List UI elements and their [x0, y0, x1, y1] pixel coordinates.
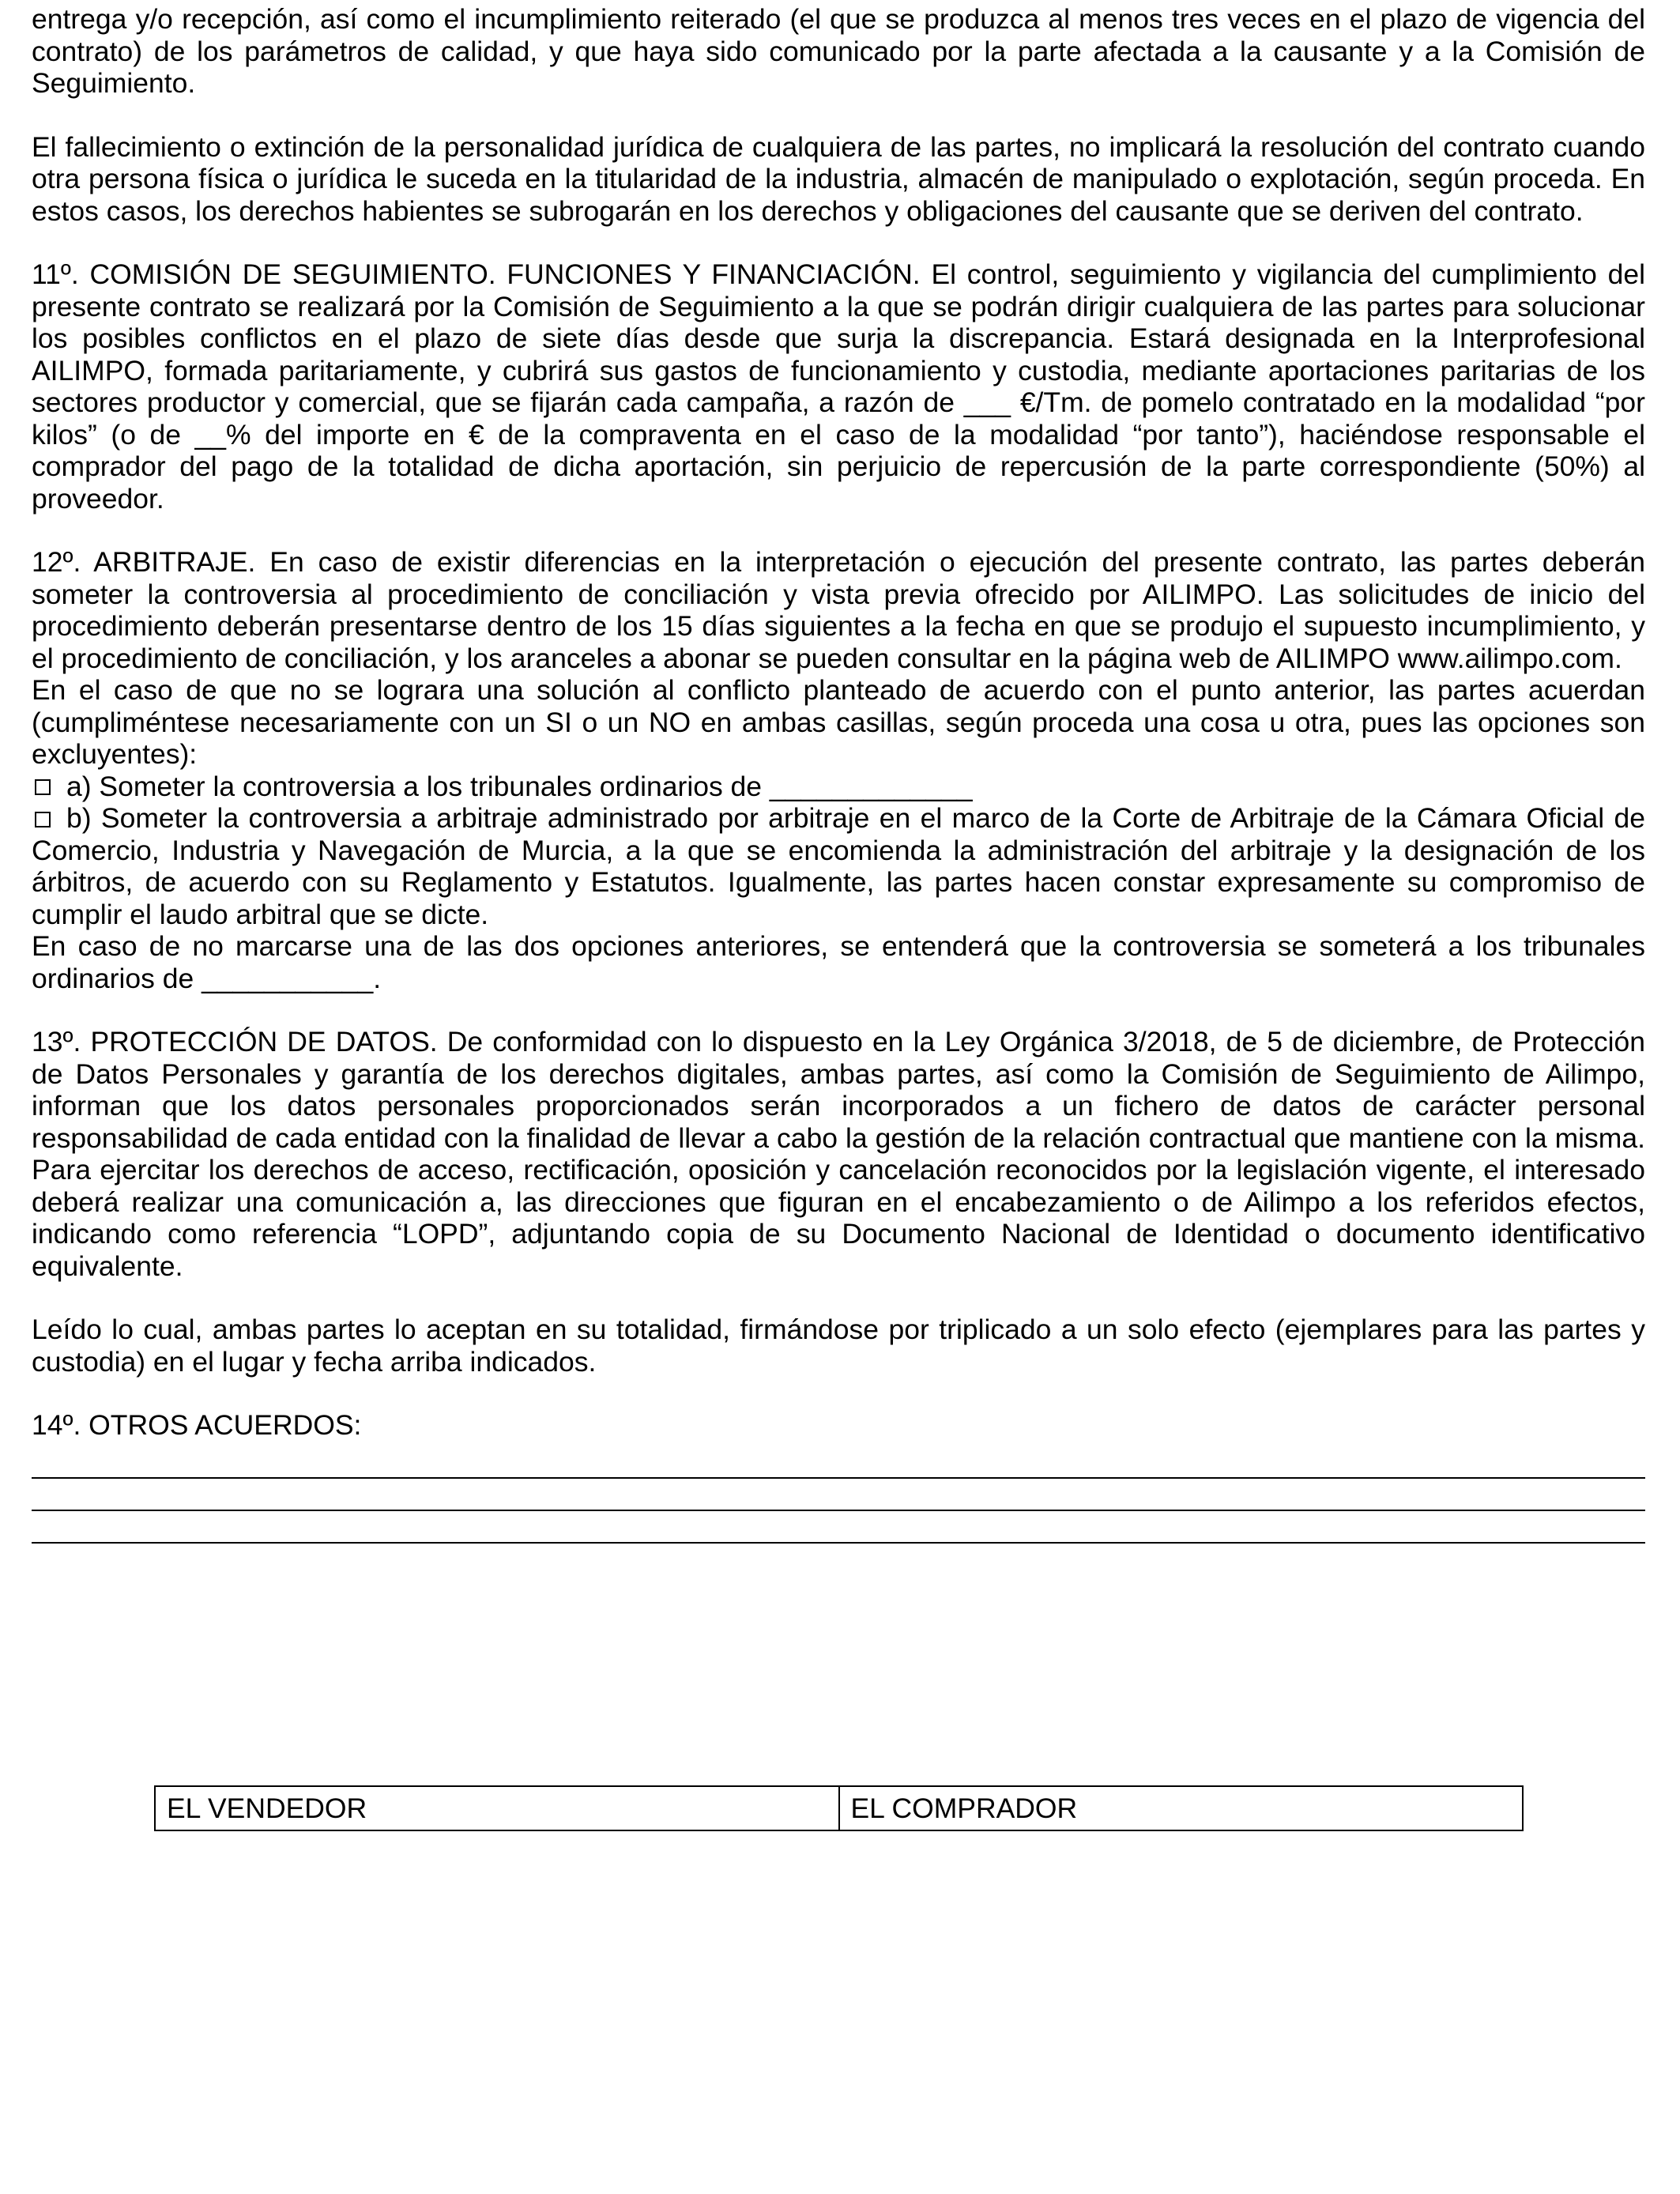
document-page: [32, 3, 1645, 1544]
otros-acuerdos-fields: [32, 1446, 1645, 1544]
option-b-label: b) Someter la controversia a arbitraje administrado por arbitraje en el marco de la Corte de Arbitraje de la Cámara Oficial de Comercio, Industria y Navegación de Murcia, a la que se encomienda la administración del arbitraje y la designación de los árbitros, de acuerdo con su Reglamento y Estatutos. Igualmente, las partes hacen constar expresamente su compromiso de cumplir el laudo arbitral que se dicte.: [32, 802, 1645, 930]
clause-12-options-intro: En el caso de que no se lograra una solución al conflicto planteado de acuerdo con el punto anterior, las partes acuerdan (cumpliméntese necesariamente con un SI o un NO en ambas casillas, según proceda una cosa u otra, pues las opciones son excluyentes):: [32, 674, 1645, 770]
arbitration-option-a: [32, 771, 1645, 803]
closing-statement: Leído lo cual, ambas partes lo aceptan en su totalidad, firmándose por triplicado a un solo efecto (ejemplares para las partes y custodia) en el lugar y fecha arriba indicados.: [32, 1314, 1645, 1378]
option-a-label: a) Someter la controversia a los tribunales ordinarios de _____________: [66, 770, 973, 802]
clause-12-intro: 12º. ARBITRAJE. En caso de existir diferencias en la interpretación o ejecución del presente contrato, las partes deberán someter la controversia al procedimiento de conciliación y vista previa ofrecido por AILIMPO. Las solicitudes de inicio del procedimiento deberán presentarse dentro de los 15 días siguientes a la fecha en que se produjo el supuesto incumplimiento, y el procedimiento de conciliación, y los aranceles a abonar se pueden consultar en la página web de AILIMPO www.ailimpo.com.: [32, 546, 1645, 674]
paragraph-fallecimiento: El fallecimiento o extinción de la personalidad jurídica de cualquiera de las partes, no implicará la resolución del contrato cuando otra persona física o jurídica le suceda en la titularidad de la industria, almacén de manipulado o explotación, según proceda. En estos casos, los derechos habientes se subrogarán en los derechos y obligaciones del causante que se deriven del contrato.: [32, 130, 1645, 227]
clause-12-arbitraje: [32, 546, 1645, 994]
clause-14-otros-acuerdos: 14º. OTROS ACUERDOS:: [32, 1409, 362, 1441]
clause-12-default: En caso de no marcarse una de las dos opciones anteriores, se entenderá que la controversia se someterá a los tribunales ordinarios de ___________.: [32, 930, 1645, 994]
otros-acuerdos-line[interactable]: [32, 1511, 1645, 1544]
signature-row: [155, 1786, 1523, 1830]
paragraph-rescision-tail: entrega y/o recepción, así como el incumplimiento reiterado (el que se produzca al menos tres veces en el plazo de vigencia del contrato) de los parámetros de calidad, y que haya sido comunicado por la parte afectada a la causante y a la Comisión de Seguimiento.: [32, 3, 1645, 99]
option-b-checkbox[interactable]: [35, 812, 51, 827]
option-a-checkbox[interactable]: [35, 779, 51, 795]
seller-signature-cell[interactable]: EL VENDEDOR: [155, 1786, 839, 1830]
otros-acuerdos-line[interactable]: [32, 1446, 1645, 1479]
clause-13-proteccion-datos: 13º. PROTECCIÓN DE DATOS. De conformidad con lo dispuesto en la Ley Orgánica 3/2018, de 5 de diciembre, de Protección de Datos Personales y garantía de los derechos digitales, ambas partes, así como la Comisión de Seguimiento de Ailimpo, informan que los datos personales proporcionados serán incorporados a un fichero de datos de carácter personal responsabilidad de cada entidad con la finalidad de llevar a cabo la gestión de la relación contractual que mantiene con la misma. Para ejercitar los derechos de acceso, rectificación, oposición y cancelación reconocidos por la legislación vigente, el interesado deberá realizar una comunicación a, las direcciones que figuran en el encabezamiento o de Ailimpo a los referidos efectos, indicando como referencia “LOPD”, adjuntando copia de su Documento Nacional de Identidad o documento identificativo equivalente.: [32, 1026, 1645, 1282]
clause-11-comision-seguimiento: 11º. COMISIÓN DE SEGUIMIENTO. FUNCIONES Y FINANCIACIÓN. El control, seguimiento y vigilancia del cumplimiento del presente contrato se realizará por la Comisión de Seguimiento a la que se podrán dirigir cualquiera de las partes para solucionar los posibles conflictos en el plazo de siete días desde que surja la discrepancia. Estará designada en la Interprofesional AILIMPO, formada paritariamente, y cubrirá sus gastos de funcionamiento y custodia, mediante aportaciones paritarias de los sectores productor y comercial, que se fijarán cada campaña, a razón de ___ €/Tm. de pomelo contratado en la modalidad “por kilos” (o de __% del importe en € de la compraventa en el caso de la modalidad “por tanto”), haciéndose responsable el comprador del pago de la totalidad de dicha aportación, sin perjuicio de repercusión de la parte correspondiente (50%) al proveedor.: [32, 258, 1645, 515]
buyer-signature-cell[interactable]: EL COMPRADOR: [839, 1786, 1524, 1830]
arbitration-option-b: [32, 802, 1645, 930]
otros-acuerdos-line[interactable]: [32, 1479, 1645, 1511]
signature-table: [154, 1785, 1524, 1831]
